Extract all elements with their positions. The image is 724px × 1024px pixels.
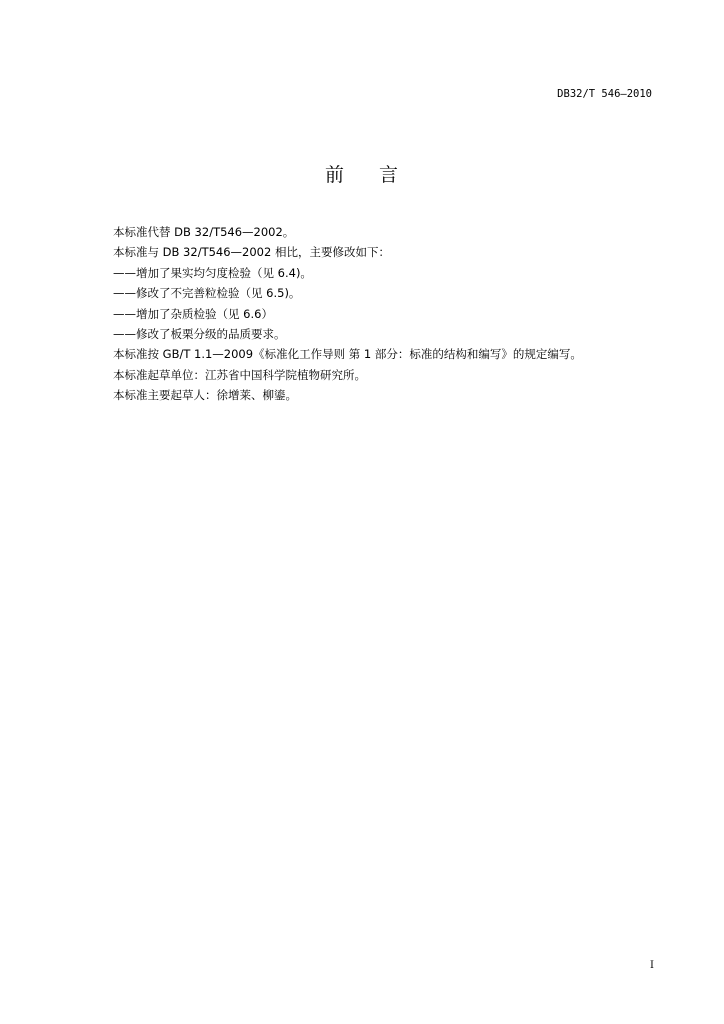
body-line: 本标准与 DB 32/T546—2002 相比，主要修改如下：: [113, 245, 390, 260]
body-line: 本标准按 GB/T 1.1—2009《标准化工作导则 第 1 部分：标准的结构和编写》的规定编写。: [113, 347, 582, 362]
title-char-2: 言: [379, 164, 400, 186]
body-line: 本标准代替 DB 32/T546—2002。: [113, 225, 295, 239]
body-line: ——修改了不完善粒检验（见 6.5)。: [113, 286, 301, 301]
body-line: 本标准主要起草人：徐增莱、柳鎏。: [113, 388, 297, 403]
foreword-body: [113, 222, 673, 406]
title-char-1: 前: [324, 164, 345, 186]
body-line: ——增加了果实均匀度检验（见 6.4)。: [113, 265, 312, 280]
document-code: DB32/T 546—2010: [557, 88, 652, 100]
body-line: ——增加了杂质检验（见 6.6）: [113, 306, 273, 321]
page-number: I: [650, 960, 654, 971]
body-line: ——修改了板栗分级的品质要求。: [113, 327, 286, 342]
body-line: 本标准起草单位：江苏省中国科学院植物研究所。: [113, 367, 366, 382]
section-title: [0, 160, 724, 187]
